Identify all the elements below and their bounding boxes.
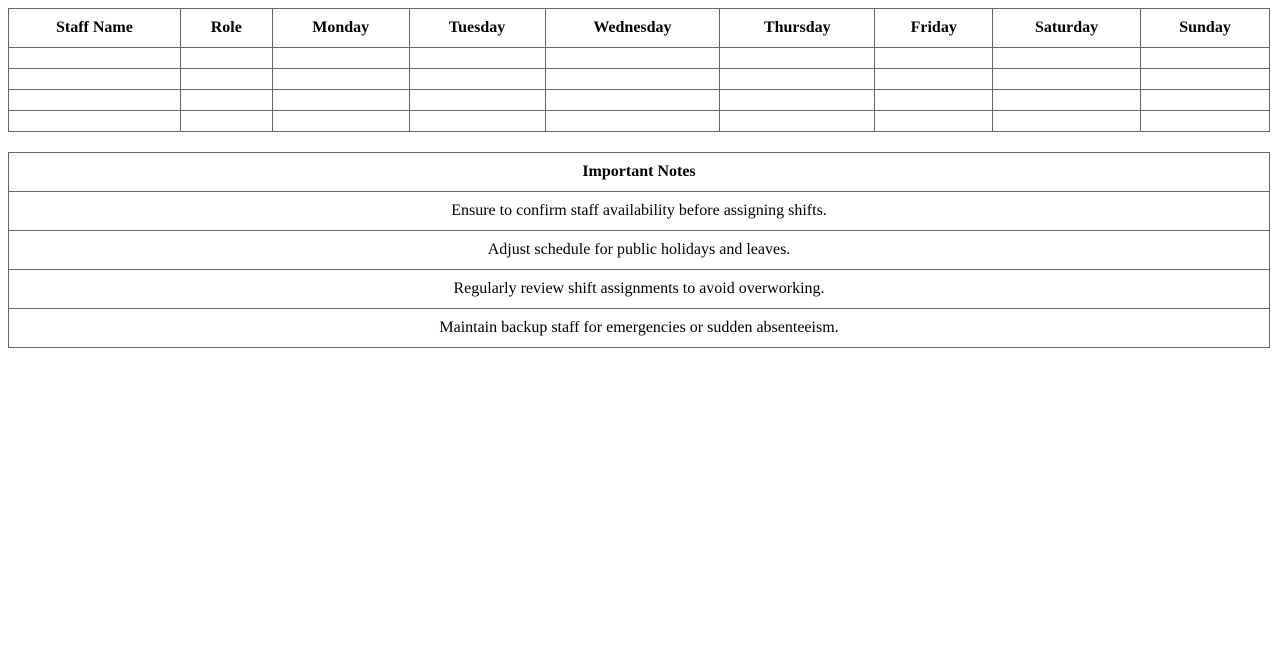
column-header-sunday: Sunday <box>1141 9 1270 48</box>
column-header-staff-name: Staff Name <box>9 9 181 48</box>
table-cell <box>409 90 545 111</box>
schedule-header-row <box>9 9 1270 48</box>
table-cell <box>9 111 181 132</box>
table-cell <box>9 90 181 111</box>
table-cell <box>993 48 1141 69</box>
table-cell <box>1141 111 1270 132</box>
notes-title: Important Notes <box>9 153 1270 192</box>
table-cell <box>875 111 993 132</box>
table-cell <box>180 48 272 69</box>
column-header-wednesday: Wednesday <box>545 9 720 48</box>
table-row <box>9 111 1270 132</box>
table-row <box>9 69 1270 90</box>
table-row <box>9 90 1270 111</box>
important-notes-table <box>8 152 1270 348</box>
table-cell <box>180 69 272 90</box>
table-cell <box>180 111 272 132</box>
table-cell <box>993 69 1141 90</box>
note-text: Regularly review shift assignments to avoid overworking. <box>9 270 1270 309</box>
table-cell <box>272 90 409 111</box>
table-cell <box>545 48 720 69</box>
table-cell <box>720 48 875 69</box>
table-cell <box>545 69 720 90</box>
column-header-monday: Monday <box>272 9 409 48</box>
table-cell <box>409 111 545 132</box>
column-header-tuesday: Tuesday <box>409 9 545 48</box>
table-cell <box>720 69 875 90</box>
table-cell <box>9 69 181 90</box>
list-item <box>9 192 1270 231</box>
table-cell <box>1141 90 1270 111</box>
table-cell <box>1141 69 1270 90</box>
column-header-thursday: Thursday <box>720 9 875 48</box>
table-cell <box>1141 48 1270 69</box>
table-cell <box>409 69 545 90</box>
list-item <box>9 231 1270 270</box>
column-header-role: Role <box>180 9 272 48</box>
table-cell <box>272 69 409 90</box>
table-cell <box>875 69 993 90</box>
table-cell <box>720 111 875 132</box>
table-cell <box>720 90 875 111</box>
table-cell <box>272 111 409 132</box>
table-row <box>9 48 1270 69</box>
table-cell <box>545 90 720 111</box>
notes-header-row <box>9 153 1270 192</box>
table-cell <box>409 48 545 69</box>
table-cell <box>993 90 1141 111</box>
staff-schedule-table <box>8 8 1270 132</box>
table-cell <box>180 90 272 111</box>
note-text: Maintain backup staff for emergencies or sudden absenteeism. <box>9 309 1270 348</box>
table-cell <box>875 90 993 111</box>
list-item <box>9 270 1270 309</box>
table-cell <box>993 111 1141 132</box>
column-header-saturday: Saturday <box>993 9 1141 48</box>
table-cell <box>9 48 181 69</box>
table-cell <box>545 111 720 132</box>
table-cell <box>875 48 993 69</box>
note-text: Adjust schedule for public holidays and leaves. <box>9 231 1270 270</box>
table-cell <box>272 48 409 69</box>
column-header-friday: Friday <box>875 9 993 48</box>
list-item <box>9 309 1270 348</box>
note-text: Ensure to confirm staff availability before assigning shifts. <box>9 192 1270 231</box>
